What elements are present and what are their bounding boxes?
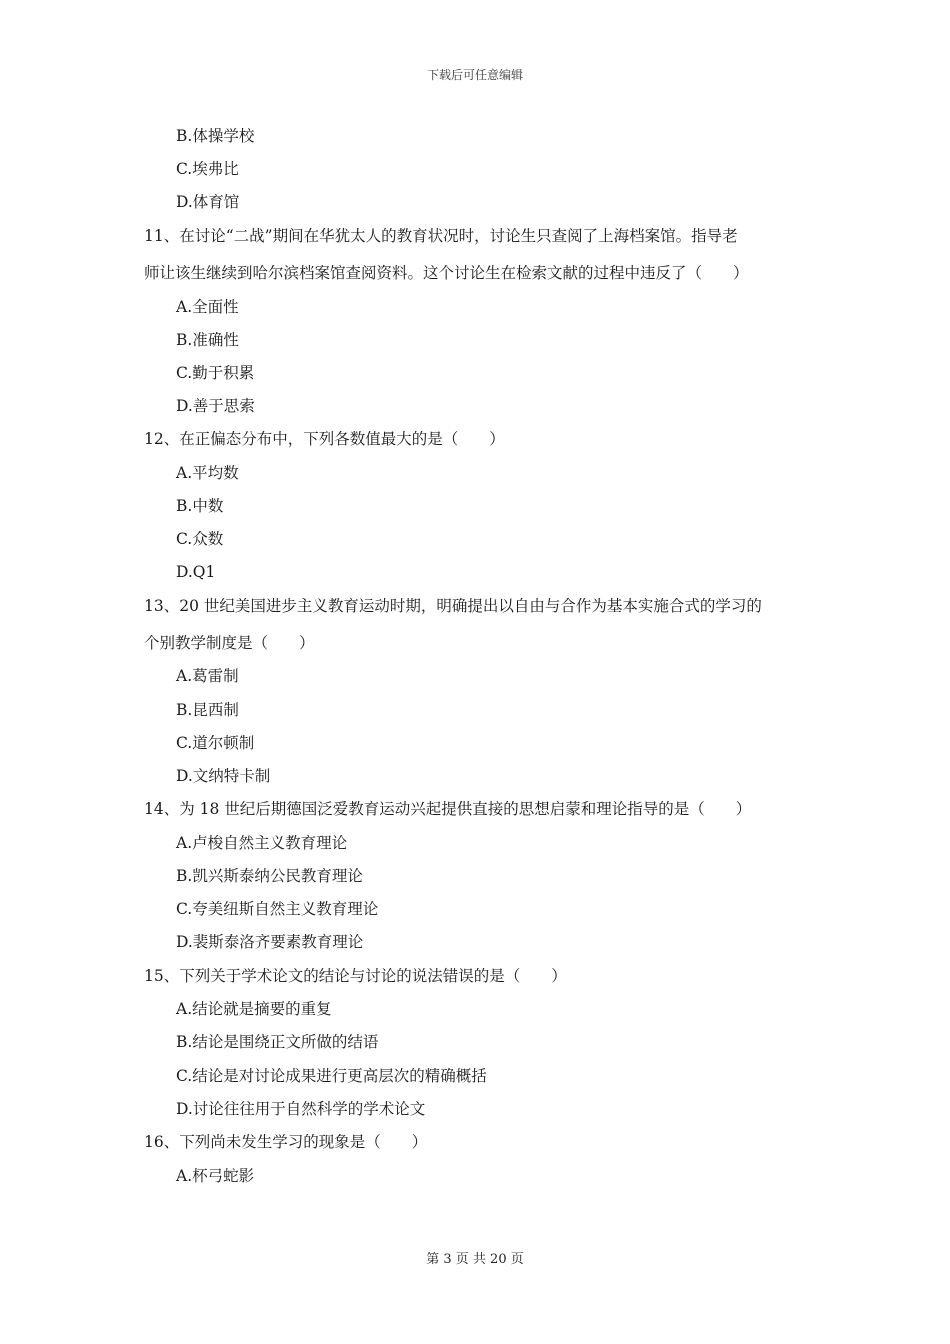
option-line: B.准确性 bbox=[176, 331, 239, 349]
question-line: 12、在正偏态分布中，下列各数值最大的是（ ） bbox=[144, 430, 505, 448]
option-line: B.昆西制 bbox=[176, 701, 239, 719]
question-line: 师让该生继续到哈尔滨档案馆查阅资料。这个讨论生在检索文献的过程中违反了（ ） bbox=[144, 264, 749, 282]
page-header: 下载后可任意编辑 bbox=[426, 68, 523, 82]
option-line: D.善于思索 bbox=[176, 397, 255, 415]
question-line: 14、为 18 世纪后期德国泛爱教育运动兴起提供直接的思想启蒙和理论指导的是（ ） bbox=[144, 800, 752, 818]
option-line: A.结论就是摘要的重复 bbox=[176, 1000, 332, 1018]
option-line: D.Q1 bbox=[176, 563, 216, 581]
option-line: C.夸美纽斯自然主义教育理论 bbox=[176, 900, 379, 918]
option-line: C.勤于积累 bbox=[176, 364, 255, 382]
question-line: 11、在讨论“二战”期间在华犹太人的教育状况时，讨论生只查阅了上海档案馆。指导老 bbox=[144, 227, 738, 245]
question-line: 13、20 世纪美国进步主义教育运动时期，明确提出以自由与合作为基本实施合式的学习的 bbox=[144, 597, 762, 615]
option-line: C.众数 bbox=[176, 530, 224, 548]
option-line: D.文纳特卡制 bbox=[176, 767, 271, 785]
option-line: C.道尔顿制 bbox=[176, 734, 255, 752]
question-line: 16、下列尚未发生学习的现象是（ ） bbox=[144, 1133, 428, 1151]
option-line: C.结论是对讨论成果进行更高层次的精确概括 bbox=[176, 1067, 487, 1085]
option-line: D.裴斯泰洛齐要素教育理论 bbox=[176, 933, 364, 951]
page-footer: 第 3 页 共 20 页 bbox=[426, 1252, 524, 1267]
option-line: B.中数 bbox=[176, 497, 224, 515]
question-line: 个别教学制度是（ ） bbox=[144, 634, 315, 652]
option-line: A.平均数 bbox=[176, 464, 239, 482]
option-line: C.埃弗比 bbox=[176, 160, 239, 178]
option-line: A.卢梭自然主义教育理论 bbox=[176, 834, 348, 852]
option-line: A.全面性 bbox=[176, 298, 239, 316]
option-line: D.体育馆 bbox=[176, 193, 240, 211]
option-line: A.杯弓蛇影 bbox=[176, 1167, 255, 1185]
question-line: 15、下列关于学术论文的结论与讨论的说法错误的是（ ） bbox=[144, 967, 567, 985]
option-line: B.结论是围绕正文所做的结语 bbox=[176, 1033, 379, 1051]
option-line: B.凯兴斯泰纳公民教育理论 bbox=[176, 867, 363, 885]
option-line: D.讨论往往用于自然科学的学术论文 bbox=[176, 1100, 426, 1118]
option-line: A.葛雷制 bbox=[176, 667, 239, 685]
option-line: B.体操学校 bbox=[176, 127, 255, 145]
